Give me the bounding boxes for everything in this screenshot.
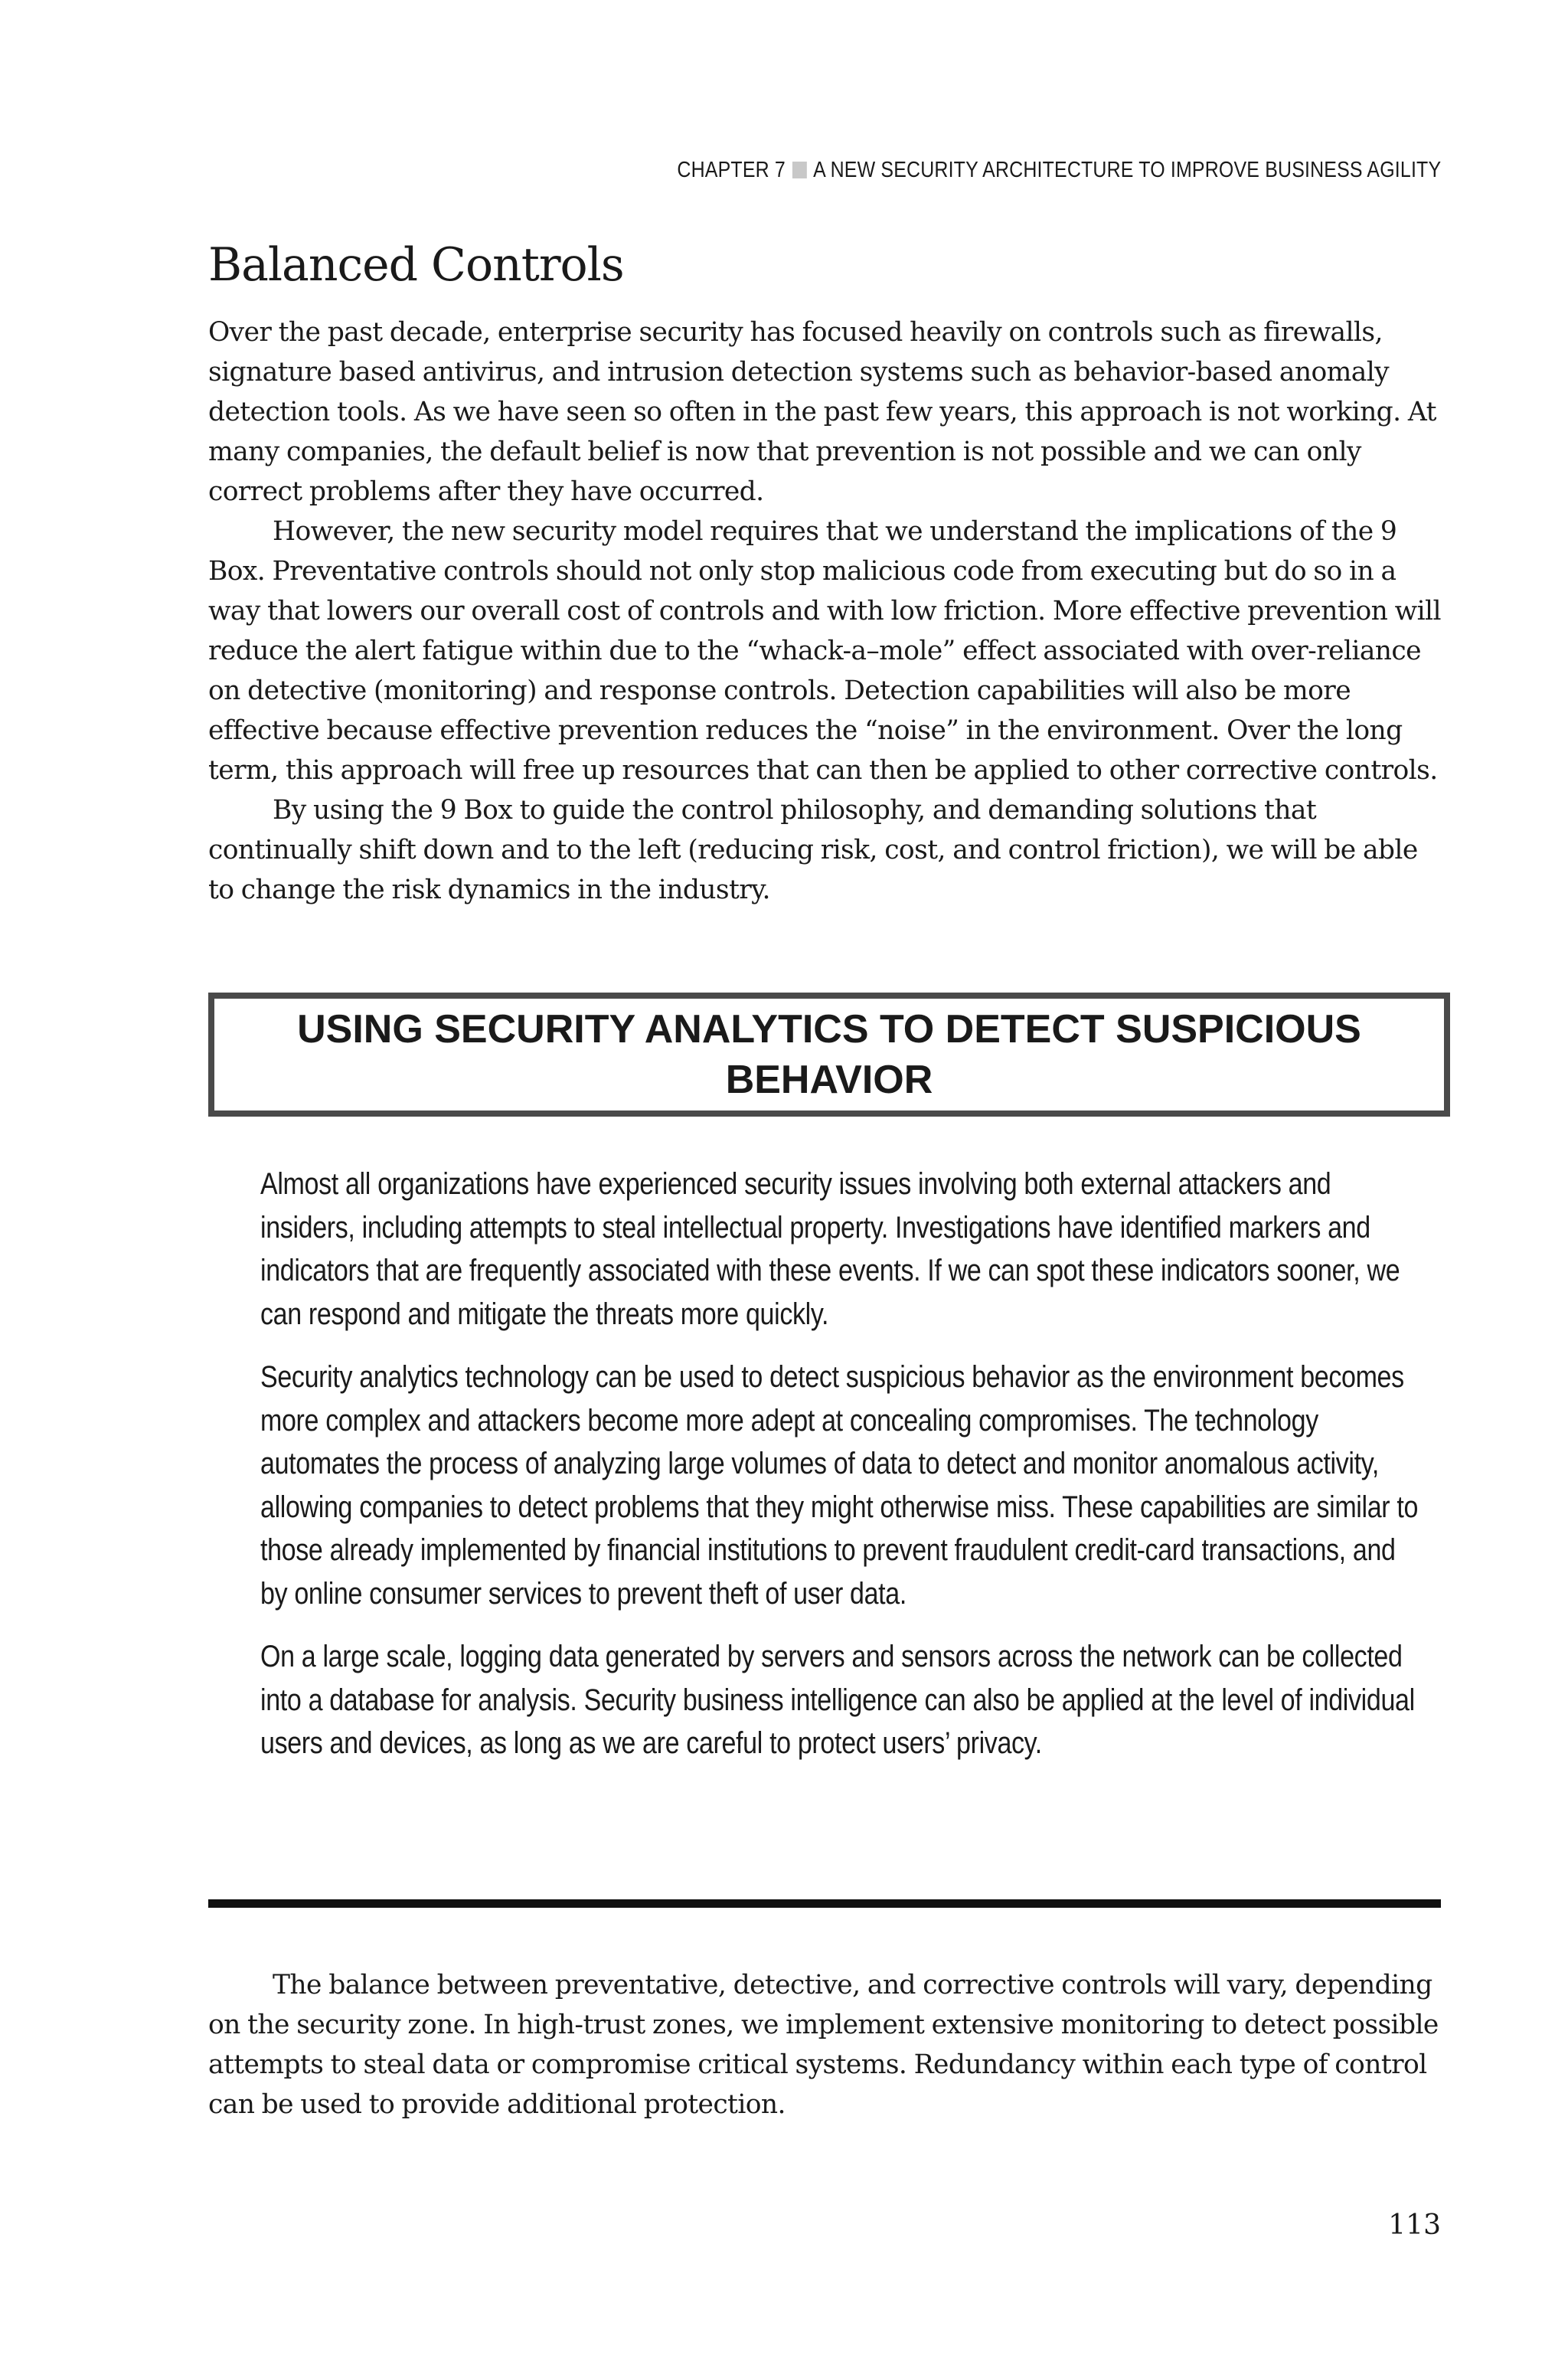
- body-paragraph-2: However, the new security model requires that we understand the implications of the 9 Box. Preventative controls should not only stop malicious code from executing but do so in a way that lowers our overall cost of controls and with low friction. More effective prevention will reduce the alert fatigue within due to the “whack-a–mole” effect associated with over-reliance on detective (monitoring) and response controls. Detection capabilities will also be more effective because effective prevention reduces the “noise” in the environment. Over the long term, this approach will free up resources that can then be applied to other corrective controls.: [208, 516, 1441, 786]
- running-header: [677, 158, 1441, 183]
- sidebar-paragraph-3: On a large scale, logging data generated by servers and sensors across the network can be collected into a database for analysis. Security business intelligence can also be applied at the level of individual users and devices, as long as we are careful to protect users’ privacy.: [260, 1640, 1415, 1760]
- sidebar-title-box: [208, 993, 1450, 1117]
- sidebar-title: USING SECURITY ANALYTICS TO DETECT SUSPICIOUS BEHAVIOR: [297, 1007, 1361, 1102]
- gray-square-icon: [792, 162, 806, 178]
- body-paragraph-1: Over the past decade, enterprise security has focused heavily on controls such as firewalls, signature based antivirus, and intrusion detection systems such as behavior-based anomaly detection tools. As we have seen so often in the past few years, this approach is not working. At many companies, the default belief is now that prevention is not possible and we can only correct problems after they have occurred.: [208, 317, 1436, 507]
- closing-paragraph: The balance between preventative, detective, and corrective controls will vary, depending on the security zone. In high-trust zones, we implement extensive monitoring to detect possible attempts to steal data or compromise critical systems. Redundancy within each type of control can be used to provide additional protection.: [208, 1970, 1439, 2120]
- chapter-label: CHAPTER 7: [677, 158, 786, 182]
- section-body: [208, 312, 1441, 910]
- body-paragraph-3: By using the 9 Box to guide the control philosophy, and demanding solutions that continually shift down and to the left (reducing risk, cost, and control friction), we will be able to change the risk dynamics in the industry.: [208, 795, 1418, 905]
- sidebar-paragraph-2: Security analytics technology can be used to detect suspicious behavior as the environment becomes more complex and attackers become more adept at concealing compromises. The technology automates the process of analyzing large volumes of data to detect and monitor anomalous activity, allowing companies to detect problems that they might otherwise miss. These capabilities are similar to those already implemented by financial institutions to prevent fraudulent credit-card transactions, and by online consumer services to prevent theft of user data.: [260, 1360, 1419, 1611]
- sidebar-bottom-rule: [208, 1899, 1441, 1908]
- closing-body: [208, 1965, 1441, 2124]
- chapter-title: A NEW SECURITY ARCHITECTURE TO IMPROVE BUSINESS AGILITY: [812, 158, 1441, 182]
- sidebar-body: [260, 1163, 1424, 1785]
- sidebar-paragraph-1: Almost all organizations have experienced security issues involving both external attackers and insiders, including attempts to steal intellectual property. Investigations have identified markers and indicators that are frequently associated with these events. If we can spot these indicators sooner, we can respond and mitigate the threats more quickly.: [260, 1167, 1400, 1331]
- page-number: 113: [1388, 2210, 1441, 2241]
- section-title: Balanced Controls: [208, 238, 624, 292]
